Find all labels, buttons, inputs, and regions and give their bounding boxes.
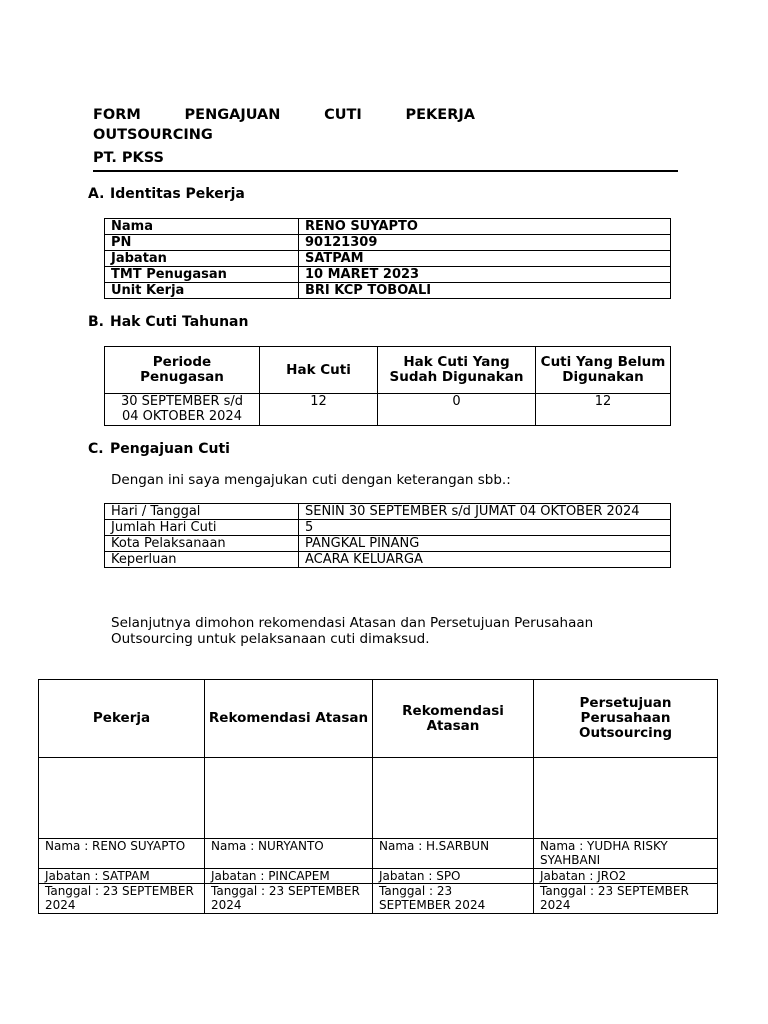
request-value: ACARA KELUARGA [299, 552, 671, 568]
section-c-heading [88, 441, 230, 457]
signer-date: Tanggal : 23 SEPTEMBER 2024 [534, 884, 718, 914]
section-letter: C. [88, 441, 104, 457]
closing-text: Selanjutnya dimohon rekomendasi Atasan dan Persetujuan Perusahaan Outsourcing untuk pelaksanaan cuti dimaksud. [111, 615, 594, 647]
company-name: PT. PKSS [93, 150, 164, 166]
signer-name: Nama : NURYANTO [205, 839, 373, 869]
column-header: Pekerja [39, 680, 205, 758]
request-label: Jumlah Hari Cuti [105, 520, 299, 536]
intro-text: Dengan ini saya mengajukan cuti dengan keterangan sbb.: [111, 472, 511, 488]
signature-table [38, 679, 718, 914]
form-title [93, 107, 475, 123]
section-title: Pengajuan Cuti [110, 441, 230, 457]
table-row [105, 504, 671, 520]
table-header-row [39, 680, 718, 758]
signer-date: Tanggal : 23 SEPTEMBER 2024 [373, 884, 534, 914]
identity-label: PN [105, 235, 299, 251]
request-value: 5 [299, 520, 671, 536]
header-divider [93, 170, 678, 172]
table-row [105, 283, 671, 299]
section-letter: B. [88, 314, 104, 330]
table-row [105, 251, 671, 267]
signer-position: Jabatan : SPO [373, 869, 534, 884]
column-header: Cuti Yang Belum Digunakan [536, 347, 671, 394]
signature-box [534, 758, 718, 839]
table-row [105, 235, 671, 251]
identity-label: TMT Penugasan [105, 267, 299, 283]
signer-date: Tanggal : 23 SEPTEMBER 2024 [205, 884, 373, 914]
column-header: Rekomendasi Atasan [373, 680, 534, 758]
signature-box [39, 758, 205, 839]
identity-value: SATPAM [299, 251, 671, 267]
table-cell: 0 [378, 394, 536, 426]
signer-name: Nama : H.SARBUN [373, 839, 534, 869]
request-label: Keperluan [105, 552, 299, 568]
signer-date: Tanggal : 23 SEPTEMBER 2024 [39, 884, 205, 914]
identity-value: BRI KCP TOBOALI [299, 283, 671, 299]
table-row [105, 520, 671, 536]
title-word: PENGAJUAN [184, 107, 281, 123]
table-cell: 30 SEPTEMBER s/d 04 OKTOBER 2024 [105, 394, 260, 426]
signer-position: Jabatan : JRO2 [534, 869, 718, 884]
table-row [105, 219, 671, 235]
form-title-line2: OUTSOURCING [93, 127, 213, 143]
section-b-heading [88, 314, 248, 330]
table-row [105, 394, 671, 426]
table-row [105, 267, 671, 283]
leave-entitlement-table [104, 346, 671, 426]
table-cell: 12 [260, 394, 378, 426]
table-header-row [105, 347, 671, 394]
request-label: Kota Pelaksanaan [105, 536, 299, 552]
section-title: Identitas Pekerja [110, 186, 245, 202]
table-row [39, 869, 718, 884]
request-label: Hari / Tanggal [105, 504, 299, 520]
title-word: FORM [93, 107, 141, 123]
table-row [39, 839, 718, 869]
identity-label: Jabatan [105, 251, 299, 267]
table-row [105, 536, 671, 552]
identity-value: RENO SUYAPTO [299, 219, 671, 235]
identity-table [104, 218, 671, 299]
request-value: PANGKAL PINANG [299, 536, 671, 552]
signature-box [373, 758, 534, 839]
column-header: Periode Penugasan [105, 347, 260, 394]
section-letter: A. [88, 186, 105, 202]
column-header: Rekomendasi Atasan [205, 680, 373, 758]
signer-name: Nama : YUDHA RISKY SYAHBANI [534, 839, 718, 869]
identity-label: Nama [105, 219, 299, 235]
table-cell: 12 [536, 394, 671, 426]
column-header: Hak Cuti Yang Sudah Digunakan [378, 347, 536, 394]
signer-position: Jabatan : SATPAM [39, 869, 205, 884]
table-row [39, 884, 718, 914]
signature-box [205, 758, 373, 839]
column-header: Hak Cuti [260, 347, 378, 394]
identity-value: 90121309 [299, 235, 671, 251]
request-value: SENIN 30 SEPTEMBER s/d JUMAT 04 OKTOBER 2024 [299, 504, 671, 520]
identity-label: Unit Kerja [105, 283, 299, 299]
title-word: PEKERJA [405, 107, 475, 123]
section-title: Hak Cuti Tahunan [110, 314, 249, 330]
table-row [105, 552, 671, 568]
column-header: Persetujuan Perusahaan Outsourcing [534, 680, 718, 758]
signer-name: Nama : RENO SUYAPTO [39, 839, 205, 869]
section-a-heading [88, 186, 245, 202]
leave-request-table [104, 503, 671, 568]
identity-value: 10 MARET 2023 [299, 267, 671, 283]
signer-position: Jabatan : PINCAPEM [205, 869, 373, 884]
title-word: CUTI [324, 107, 362, 123]
signature-space-row [39, 758, 718, 839]
